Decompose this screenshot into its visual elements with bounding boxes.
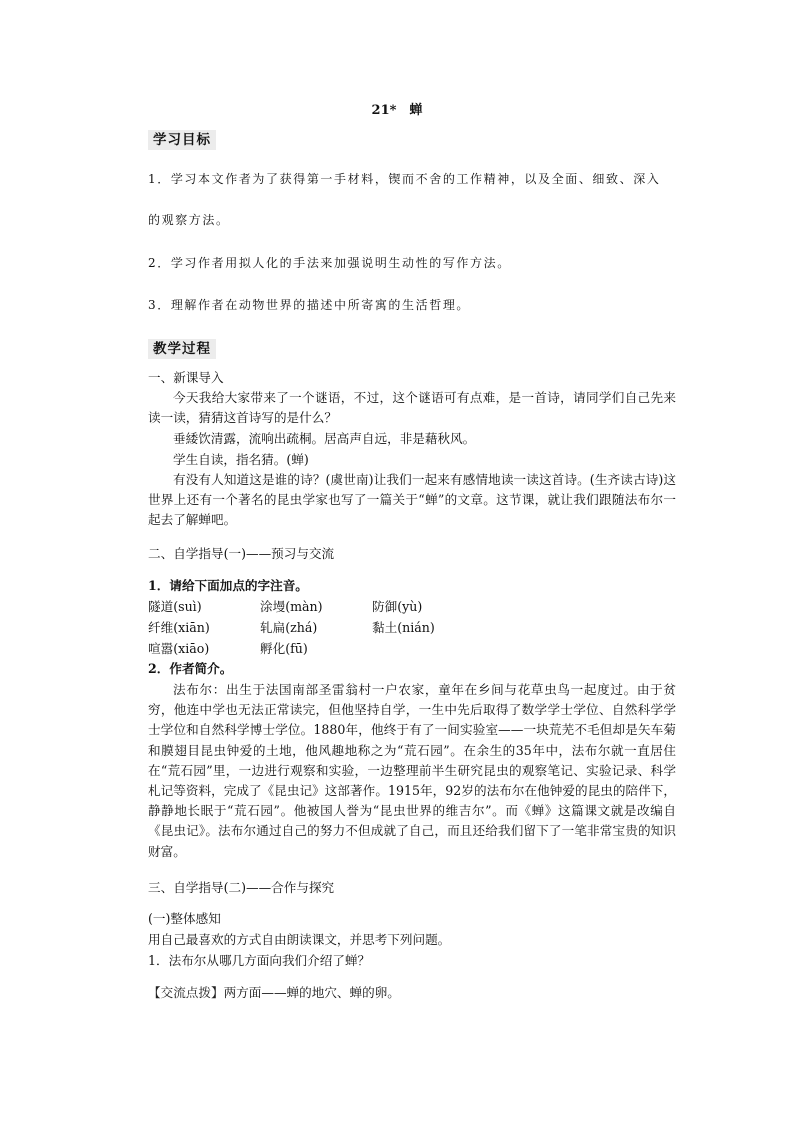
- answer-tag: 【交流点拨】: [148, 985, 224, 1000]
- goal-item-2: 2．学习作者用拟人化的手法来加强说明生动性的写作方法。: [148, 256, 511, 270]
- part2-q1: 1．请给下面加点的字注音。: [148, 578, 308, 593]
- goal-item-1: 1．学习本文作者为了获得第一手材料，锲而不舍的工作精神，以及全面、细致、深入: [148, 172, 661, 186]
- section-heading-process: [148, 337, 216, 357]
- goal-item-1-cont: 的观察方法。: [148, 213, 230, 227]
- part3-task: 用自己最喜欢的方式自由朗读课文，并思考下列问题。: [148, 932, 451, 947]
- goal-item-3: 3．理解作者在动物世界的描述中所寄寓的生活哲理。: [148, 298, 471, 312]
- part1-intro: 今天我给大家带来了一个谜语，不过，这个谜语可有点难，是一首诗，请同学们自己先来读一读，猜猜这首诗写的是什么？: [148, 390, 676, 426]
- part1-student: 学生自读，指名猜。(蝉): [173, 452, 309, 467]
- part1-heading: 一、新课导入: [148, 370, 224, 385]
- part2-heading: 二、自学指导(一)——预习与交流: [148, 546, 335, 561]
- part3-q1: 1．法布尔从哪几方面向我们介绍了蝉？: [148, 953, 371, 968]
- pinyin-item: 黏土(nián): [372, 620, 435, 635]
- section-heading-goals-label: 学习目标: [148, 130, 216, 150]
- part3-answer: [148, 983, 400, 1003]
- part1-poem: 垂緌饮清露，流响出疏桐。居高声自远，非是藉秋风。: [173, 431, 476, 446]
- part3-heading: 三、自学指导(二)——合作与探究: [148, 880, 335, 895]
- section-heading-process-label: 教学过程: [148, 339, 216, 359]
- pinyin-item: 纤维(xiān): [148, 620, 210, 635]
- answer-text: 两方面——蝉的地穴、蝉的卵。: [223, 985, 400, 1000]
- pinyin-item: 防御(yù): [372, 599, 423, 614]
- pinyin-item: 孵化(fū): [260, 641, 308, 656]
- pinyin-item: 喧嚣(xiāo): [148, 641, 210, 656]
- pinyin-item: 涂墁(màn): [260, 599, 323, 614]
- pinyin-item: 隧道(suì): [148, 599, 202, 614]
- part1-closing: 有没有人知道这是谁的诗？(虞世南)让我们一起来有感情地读一读这首诗。(生齐读古诗)这世界上还有一个著名的昆虫学家也写了一篇关于“蝉”的文章。这节课，就让我们跟随法布尔一起去了解蝉吧。: [148, 472, 676, 528]
- part3-sub1: (一)整体感知: [148, 911, 221, 926]
- author-bio: 法布尔：出生于法国南部圣雷翁村一户农家，童年在乡间与花草虫鸟一起度过。由于贫穷，他连中学也无法正常读完，但他坚持自学，一生中先后取得了数学学士学位、自然科学学士学位和自然科学博士学位。1880年，他终于有了一间实验室——一块荒芜不毛但却是矢车菊和膜翅目昆虫钟爱的土地，他风趣地称之为“荒石园”。在余生的35年中，法布尔就一直居住在“荒石园”里，一边进行观察和实验，一边整理前半生研究昆虫的观察笔记、实验记录、科学札记等资料，完成了《昆虫记》这部著作。1915年，92岁的法布尔在他钟爱的昆虫的陪伴下，静静地长眠于“荒石园”。他被国人誉为“昆虫世界的维吉尔”。而《蝉》这篇课文就是改编自《昆虫记》。法布尔通过自己的努力不但成就了自己，而且还给我们留下了一笔非常宝贵的知识财富。: [148, 682, 676, 859]
- lesson-title: 21* 蝉: [371, 103, 423, 118]
- pinyin-item: 轧扁(zhá): [260, 620, 318, 635]
- section-heading-goals: [148, 128, 216, 148]
- part2-q2: 2．作者简介。: [148, 661, 233, 676]
